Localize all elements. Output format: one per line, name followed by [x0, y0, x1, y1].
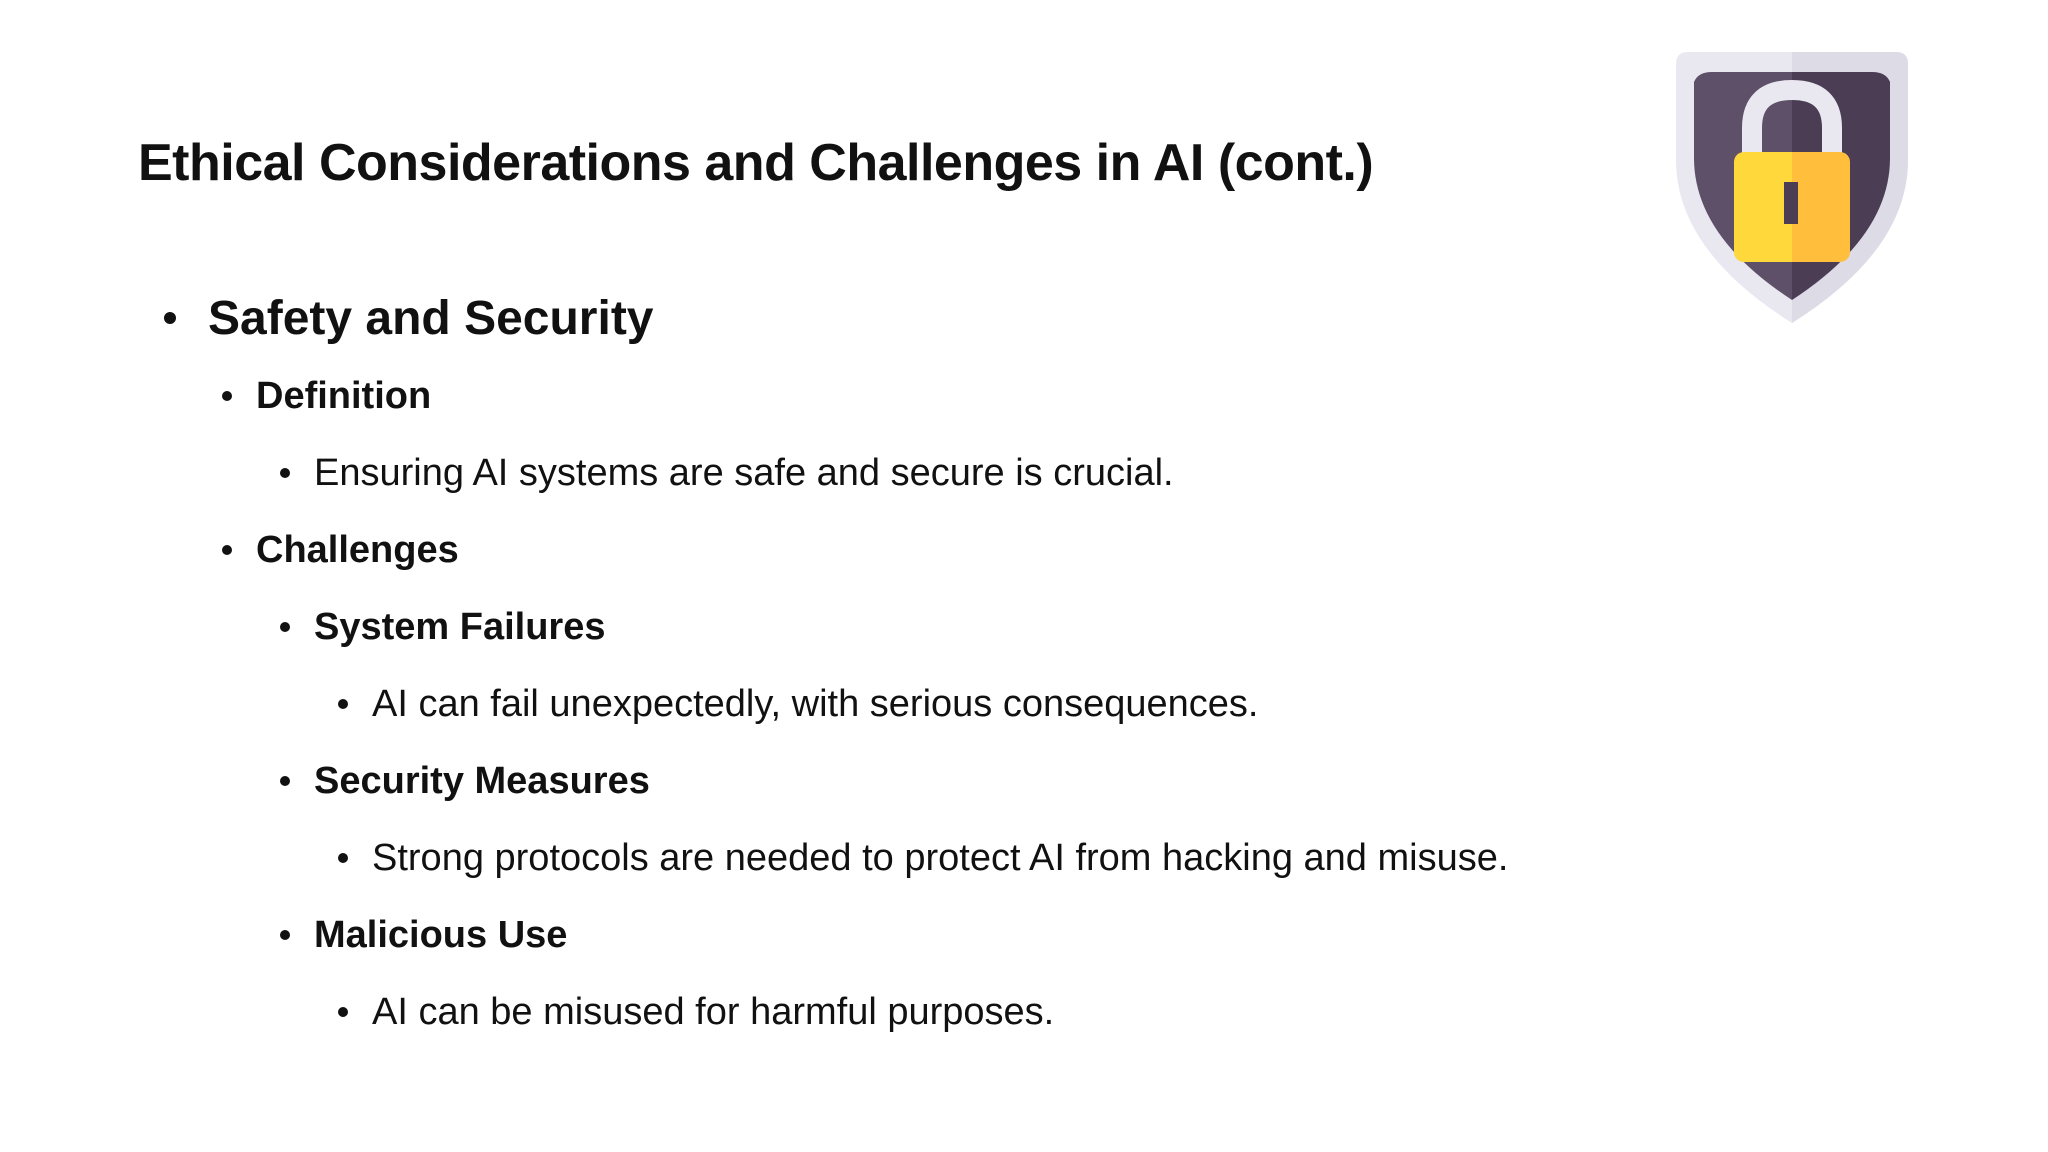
bullet-dot [338, 853, 348, 863]
bullet-challenges [222, 520, 459, 580]
bullet-label: Challenges [256, 528, 459, 571]
bullet-text: AI can be misused for harmful purposes. [372, 990, 1055, 1033]
bullet-malicious-use-text [338, 982, 1054, 1042]
bullet-label: Malicious Use [314, 913, 568, 956]
bullet-text: Strong protocols are needed to protect AI from hacking and misuse. [372, 836, 1509, 879]
bullet-label: System Failures [314, 605, 606, 648]
bullet-dot [280, 776, 290, 786]
bullet-system-failures [280, 597, 605, 657]
bullet-dot [222, 391, 232, 401]
bullet-label: Security Measures [314, 759, 650, 802]
shield-lock-icon [1668, 50, 1916, 325]
bullet-safety-security [164, 288, 654, 348]
bullet-security-measures-text [338, 828, 1508, 888]
bullet-dot [164, 312, 176, 324]
bullet-security-measures [280, 751, 650, 811]
bullet-dot [338, 1007, 348, 1017]
bullet-definition-text [280, 443, 1174, 503]
bullet-text: Ensuring AI systems are safe and secure is crucial. [314, 451, 1174, 494]
bullet-dot [338, 699, 348, 709]
bullet-system-failures-text [338, 674, 1258, 734]
bullet-label: Definition [256, 374, 432, 417]
bullet-label: Safety and Security [208, 291, 654, 345]
bullet-dot [280, 468, 290, 478]
bullet-text: AI can fail unexpectedly, with serious consequences. [372, 682, 1259, 725]
slide-title: Ethical Considerations and Challenges in AI (cont.) [138, 134, 1374, 192]
bullet-dot [280, 622, 290, 632]
bullet-dot [222, 545, 232, 555]
bullet-definition [222, 366, 431, 426]
bullet-dot [280, 930, 290, 940]
bullet-malicious-use [280, 905, 567, 965]
